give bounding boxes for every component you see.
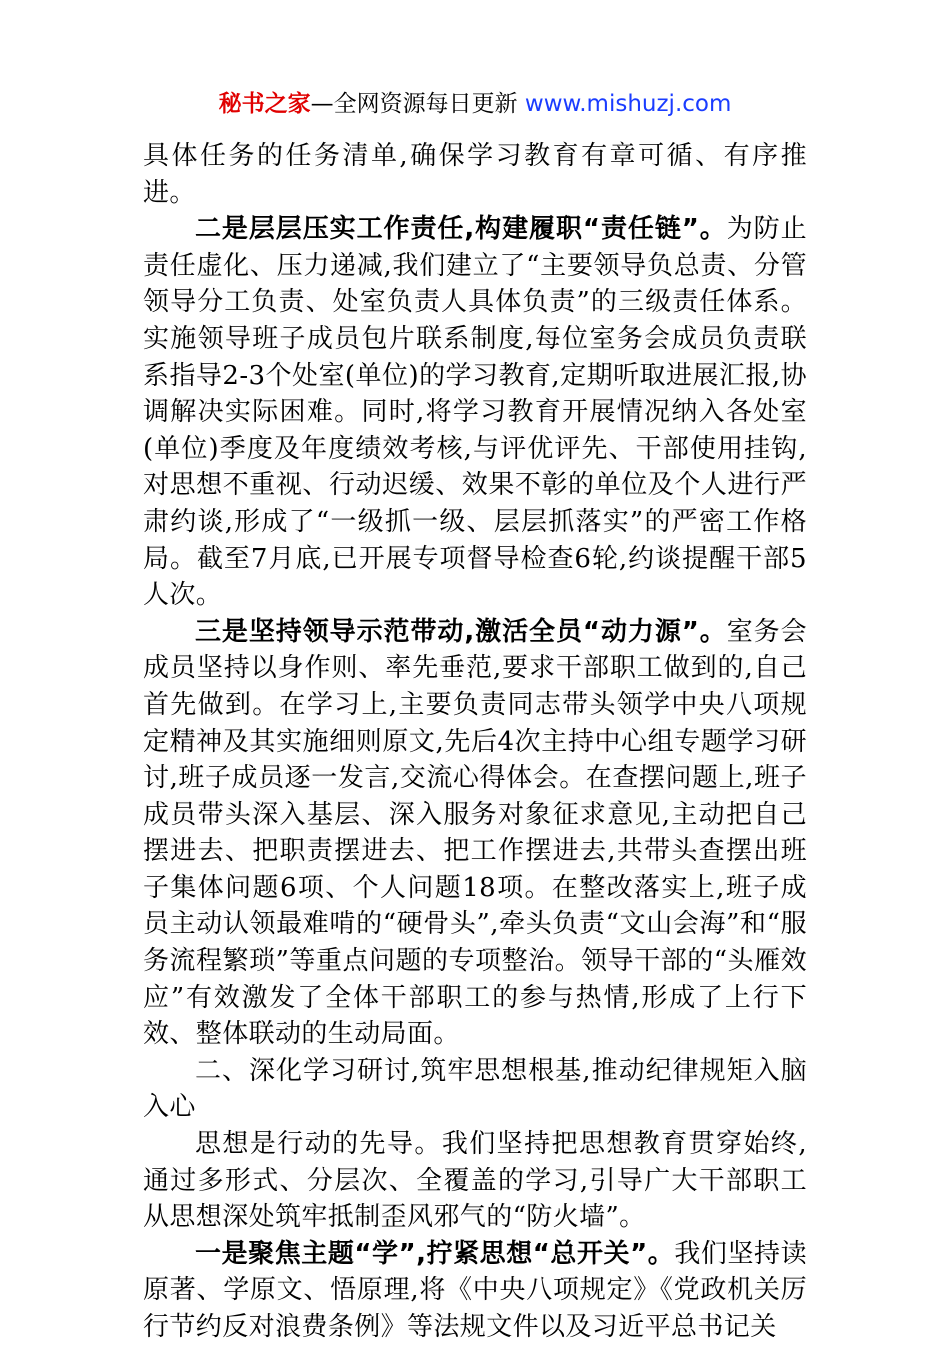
header-brand: 秘书之家 xyxy=(218,91,311,117)
paragraph-text: 二、深化学习研讨,筑牢思想根基,推动纪律规矩入脑入心 xyxy=(143,1055,807,1123)
paragraph-lead: 一是聚焦主题“学”,拧紧思想“总开关”。 xyxy=(195,1238,675,1269)
header-url-link[interactable]: www.mishuzj.com xyxy=(524,91,732,117)
paragraph-text: 室务会成员坚持以身作则、率先垂范,要求干部职工做到的,自己首先做到。在学习上,主要负责同志带头领学中央八项规定精神及其实施细则原文,先后4次主持中心组专题学习研讨,班子成员逐一发言,交流心得体会。在查摆问题上,班子成员带头深入基层、深入服务对象征求意见,主动把自己摆进去、把职责摆进去、把工作摆进去,共带头查摆出班子集体问题6项、个人问题18项。在整改落实上,班子成员主动认领最难啃的“硬骨头”,牵头负责“文山会海”和“服务流程繁琐”等重点问题的专项整治。领导干部的“头雁效应”有效激发了全体干部职工的参与热情,形成了上行下效、整体联动的生动局面。 xyxy=(143,616,808,1050)
page-header xyxy=(0,88,950,120)
paragraph-lead: 二是层层压实工作责任,构建履职“责任链”。 xyxy=(195,214,727,245)
paragraph-text: 我们坚持读原著、学原文、悟原理,将《中央八项规定》《党政机关厉行节约反对浪费条例》等法规文件以及习近平总书记关 xyxy=(143,1238,807,1342)
paragraph-lead: 三是坚持领导示范带动,激活全员“动力源”。 xyxy=(195,616,727,647)
paragraph xyxy=(143,1126,807,1236)
paragraph-text: 为防止责任虚化、压力递减,我们建立了“主要领导负总责、分管领导分工负责、处室负责人具体负责”的三级责任体系。实施领导班子成员包片联系制度,每位室务会成员负责联系指导2-3个处室(单位)的学习教育,定期听取进展汇报,协调解决实际困难。同时,将学习教育开展情况纳入各处室(单位)季度及年度绩效考核,与评优评先、干部使用挂钩,对思想不重视、行动迟缓、效果不彰的单位及个人进行严肃约谈,形成了“一级抓一级、层层抓落实”的严密工作格局。截至7月底,已开展专项督导检查6轮,约谈提醒干部5人次。 xyxy=(143,214,808,611)
paragraph-text: 思想是行动的先导。我们坚持把思想教育贯穿始终,通过多形式、分层次、全覆盖的学习,引导广大干部职工从思想深处筑牢抵制歪风邪气的“防火墙”。 xyxy=(143,1129,807,1233)
paragraph xyxy=(143,138,807,211)
paragraph xyxy=(143,211,807,614)
header-slogan: —全网资源每日更新 xyxy=(310,91,525,117)
paragraph xyxy=(143,1236,807,1346)
paragraph xyxy=(143,614,807,1053)
document-body xyxy=(143,138,807,1346)
paragraph-text: 具体任务的任务清单,确保学习教育有章可循、有序推进。 xyxy=(143,141,807,208)
section-heading xyxy=(143,1053,807,1126)
